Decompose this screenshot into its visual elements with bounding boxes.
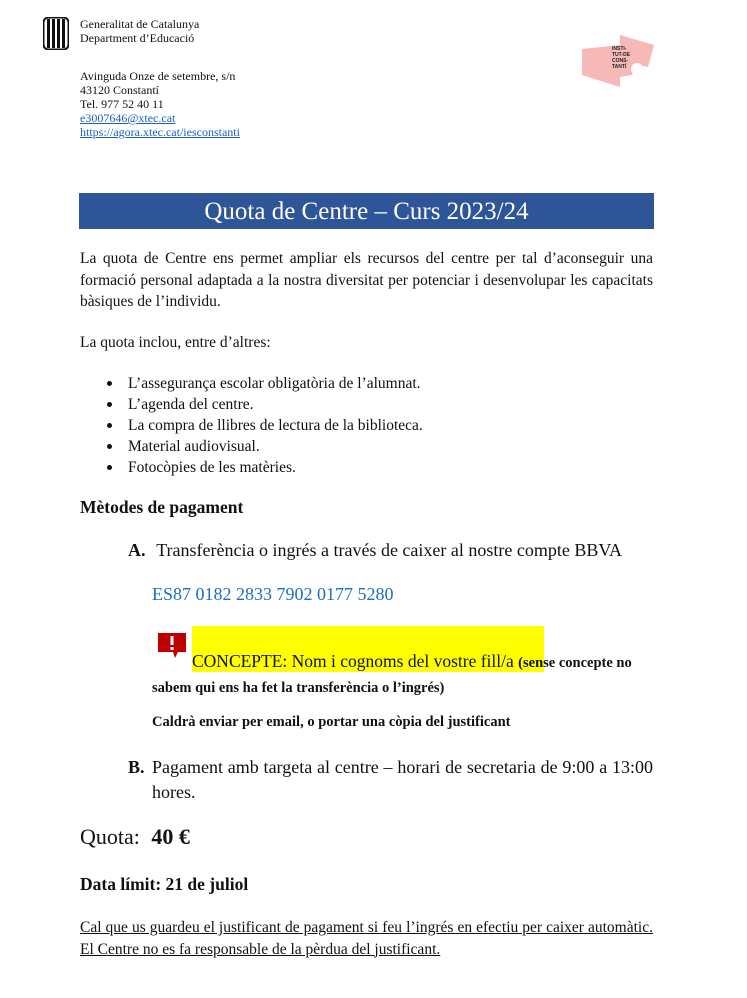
quota-amount: 40 € bbox=[151, 824, 190, 849]
method-b bbox=[128, 755, 653, 805]
street: Avinguda Onze de setembre, s/n bbox=[80, 69, 236, 83]
website-link[interactable]: https://agora.xtec.cat/iesconstanti bbox=[80, 125, 240, 139]
list-item: L’agenda del centre. bbox=[80, 394, 653, 415]
address-block bbox=[80, 69, 240, 139]
phone: Tel. 977 52 40 11 bbox=[80, 97, 164, 111]
dept-name: Department d’Educació bbox=[80, 31, 195, 45]
concept-note: (sense concepte no sabem qui ens ha fet la transferència o l’ingrés) bbox=[152, 655, 632, 696]
method-b-marker: B. bbox=[128, 757, 145, 777]
list-item: La compra de llibres de lectura de la biblioteca. bbox=[80, 415, 653, 436]
method-a-text: Transferència o ingrés a través de caixer al nostre compte BBVA bbox=[156, 540, 623, 560]
city: 43120 Constantí bbox=[80, 83, 160, 97]
concept-block bbox=[152, 650, 662, 700]
includes-label: La quota inclou, entre d’altres: bbox=[80, 334, 271, 351]
intro-paragraph: La quota de Centre ens permet ampliar els recursos del centre per tal d’aconseguir una formació personal adaptada a la nostra diversitat per potenciar i desenvolupar les capacitats bàsiques de l’individu. bbox=[80, 250, 653, 310]
page-title: Quota de Centre – Curs 2023/24 bbox=[79, 193, 654, 229]
deadline: Data límit: 21 de juliol bbox=[80, 874, 249, 894]
school-logo bbox=[582, 35, 654, 87]
payment-methods-heading: Mètodes de pagament bbox=[80, 497, 244, 517]
quota bbox=[80, 824, 190, 850]
method-b-text: Pagament amb targeta al centre – horari de secretaria de 9:00 a 13:00 hores. bbox=[152, 757, 653, 802]
list-item: Material audiovisual. bbox=[80, 436, 653, 457]
org-name: Generalitat de Catalunya bbox=[80, 17, 200, 31]
list-item: Fotocòpies de les matèries. bbox=[80, 457, 653, 478]
includes-list bbox=[80, 373, 653, 478]
method-a bbox=[128, 540, 622, 561]
footer-note: Cal que us guardeu el justificant de pagament si feu l’ingrés en efectiu per caixer automàtic. El Centre no es fa responsable de la pèrdua del justificant. bbox=[80, 919, 653, 958]
letterhead bbox=[80, 17, 199, 45]
logo-text: INSTI- TUT-DE CONS- TANTÍ bbox=[612, 46, 631, 70]
send-note: Caldrà enviar per email, o portar una còpia del justificant bbox=[152, 714, 511, 730]
iban: ES87 0182 2833 7902 0177 5280 bbox=[152, 584, 394, 604]
concept-text: CONCEPTE: Nom i cognoms del vostre fill/a bbox=[192, 651, 514, 671]
list-item: L’assegurança escolar obligatòria de l’alumnat. bbox=[80, 373, 653, 394]
email-link[interactable]: e3007646@xtec.cat bbox=[80, 111, 176, 125]
generalitat-emblem-icon bbox=[43, 17, 69, 50]
quota-label: Quota: bbox=[80, 824, 140, 849]
method-a-marker: A. bbox=[128, 540, 146, 560]
